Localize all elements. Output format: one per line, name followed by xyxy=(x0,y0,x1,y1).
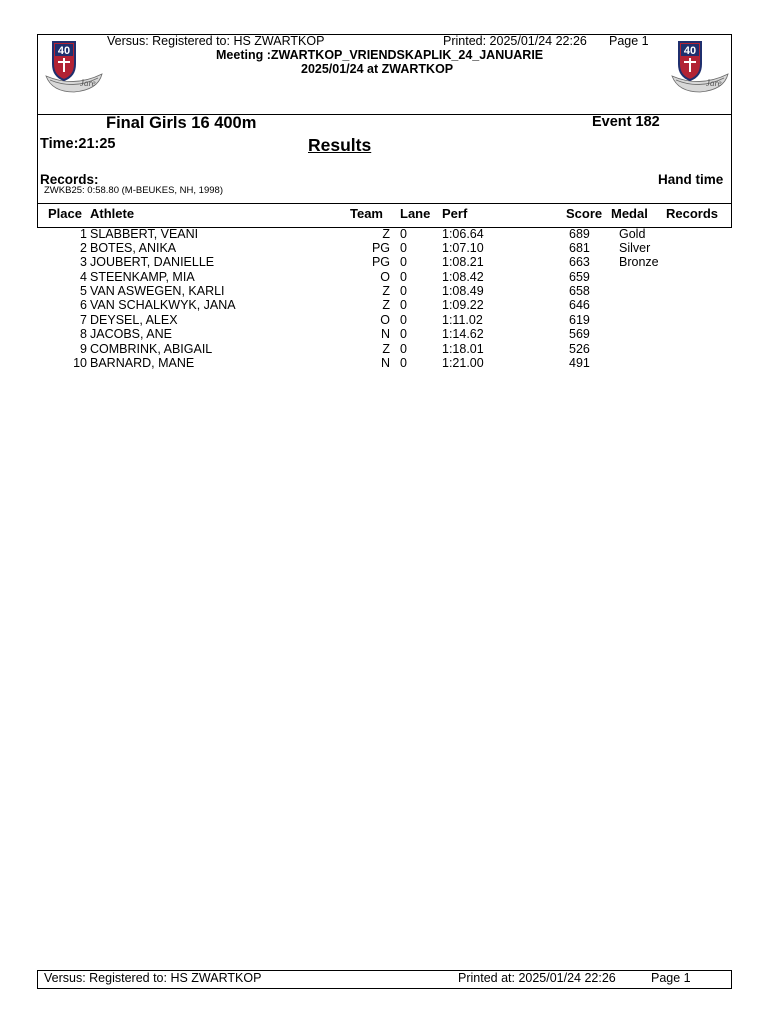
table-row xyxy=(0,255,768,269)
row-lane: 0 xyxy=(400,270,407,284)
row-lane: 0 xyxy=(400,255,407,269)
row-place: 7 xyxy=(80,313,87,327)
row-place: 6 xyxy=(80,298,87,312)
row-team: PG xyxy=(371,241,390,255)
meeting-date-venue: 2025/01/24 at ZWARTKOP xyxy=(301,62,454,76)
row-perf: 1:08.42 xyxy=(442,270,484,284)
col-score: Score xyxy=(566,206,603,221)
row-score: 659 xyxy=(569,270,590,284)
table-row xyxy=(0,227,768,241)
crest-number: 40 xyxy=(683,45,697,57)
col-records: Records xyxy=(666,206,719,221)
col-team: Team xyxy=(350,206,383,221)
results-heading: Results xyxy=(308,135,372,155)
school-crest-logo-left xyxy=(44,40,104,96)
crest-number: 40 xyxy=(57,45,71,57)
row-perf: 1:18.01 xyxy=(442,342,484,356)
row-perf: 1:07.10 xyxy=(442,241,484,255)
row-athlete: JACOBS, ANE xyxy=(90,327,172,341)
row-team: Z xyxy=(382,298,390,312)
col-medal: Medal xyxy=(611,206,648,221)
header-page: Page 1 xyxy=(609,34,649,48)
row-score: 569 xyxy=(569,327,590,341)
school-crest-logo-right xyxy=(670,40,730,96)
row-lane: 0 xyxy=(400,284,407,298)
row-place: 10 xyxy=(73,356,87,370)
row-score: 658 xyxy=(569,284,590,298)
row-score: 689 xyxy=(569,227,590,241)
footer-versus: Versus: Registered to: HS ZWARTKOP xyxy=(44,971,262,985)
row-score: 646 xyxy=(569,298,590,312)
row-lane: 0 xyxy=(400,327,407,341)
column-header-divider xyxy=(37,203,732,204)
row-lane: 0 xyxy=(400,298,407,312)
row-place: 9 xyxy=(80,342,87,356)
row-medal: Bronze xyxy=(619,255,659,269)
row-score: 663 xyxy=(569,255,590,269)
row-score: 526 xyxy=(569,342,590,356)
row-lane: 0 xyxy=(400,342,407,356)
row-athlete: STEENKAMP, MIA xyxy=(90,270,195,284)
table-row xyxy=(0,270,768,284)
crest-script: Jare xyxy=(80,78,96,88)
row-athlete: COMBRINK, ABIGAIL xyxy=(90,342,213,356)
row-score: 619 xyxy=(569,313,590,327)
table-row xyxy=(0,313,768,327)
row-place: 4 xyxy=(80,270,87,284)
records-label: Records: xyxy=(40,172,99,187)
header-printed: Printed: 2025/01/24 22:26 xyxy=(443,34,587,48)
table-row xyxy=(0,241,768,255)
row-place: 8 xyxy=(80,327,87,341)
row-team: PG xyxy=(371,255,390,269)
row-place: 3 xyxy=(80,255,87,269)
row-medal: Silver xyxy=(619,241,651,255)
row-score: 491 xyxy=(569,356,590,370)
header-versus: Versus: Registered to: HS ZWARTKOP xyxy=(107,34,325,48)
table-row xyxy=(0,356,768,370)
event-time: Time:21:25 xyxy=(40,136,116,152)
row-lane: 0 xyxy=(400,356,407,370)
col-place: Place xyxy=(48,206,82,221)
row-place: 2 xyxy=(80,241,87,255)
footer-printed: Printed at: 2025/01/24 22:26 xyxy=(458,971,616,985)
row-lane: 0 xyxy=(400,241,407,255)
row-medal: Gold xyxy=(619,227,646,241)
row-team: N xyxy=(380,356,390,370)
table-row xyxy=(0,298,768,312)
table-row xyxy=(0,342,768,356)
row-team: N xyxy=(380,327,390,341)
row-perf: 1:21.00 xyxy=(442,356,484,370)
row-athlete: VAN ASWEGEN, KARLI xyxy=(90,284,225,298)
row-team: Z xyxy=(382,342,390,356)
row-lane: 0 xyxy=(400,227,407,241)
row-athlete: BARNARD, MANE xyxy=(90,356,195,370)
meeting-title: Meeting :ZWARTKOP_VRIENDSKAPLIK_24_JANUARIE xyxy=(216,48,544,62)
row-perf: 1:06.64 xyxy=(442,227,484,241)
event-title: Final Girls 16 400m xyxy=(106,114,257,132)
timing-method: Hand time xyxy=(658,172,724,187)
row-place: 5 xyxy=(80,284,87,298)
event-number: Event 182 xyxy=(592,114,660,130)
row-team: O xyxy=(380,270,390,284)
row-athlete: VAN SCHALKWYK, JANA xyxy=(90,298,236,312)
table-row xyxy=(0,327,768,341)
row-place: 1 xyxy=(80,227,87,241)
row-lane: 0 xyxy=(400,313,407,327)
table-row xyxy=(0,284,768,298)
row-perf: 1:08.49 xyxy=(442,284,484,298)
row-team: O xyxy=(380,313,390,327)
row-score: 681 xyxy=(569,241,590,255)
row-perf: 1:11.02 xyxy=(442,313,483,327)
row-perf: 1:09.22 xyxy=(442,298,484,312)
col-lane: Lane xyxy=(400,206,431,221)
col-athlete: Athlete xyxy=(90,206,135,221)
record-line: ZWKB25: 0:58.80 (M-BEUKES, NH, 1998) xyxy=(44,185,223,196)
row-athlete: DEYSEL, ALEX xyxy=(90,313,178,327)
row-perf: 1:14.62 xyxy=(442,327,484,341)
crest-script: Jare xyxy=(706,78,722,88)
row-team: Z xyxy=(382,284,390,298)
row-perf: 1:08.21 xyxy=(442,255,484,269)
footer-page: Page 1 xyxy=(651,971,691,985)
row-athlete: JOUBERT, DANIELLE xyxy=(90,255,215,269)
col-perf: Perf xyxy=(442,206,468,221)
row-team: Z xyxy=(382,227,390,241)
row-athlete: SLABBERT, VEANI xyxy=(90,227,199,241)
row-athlete: BOTES, ANIKA xyxy=(90,241,177,255)
